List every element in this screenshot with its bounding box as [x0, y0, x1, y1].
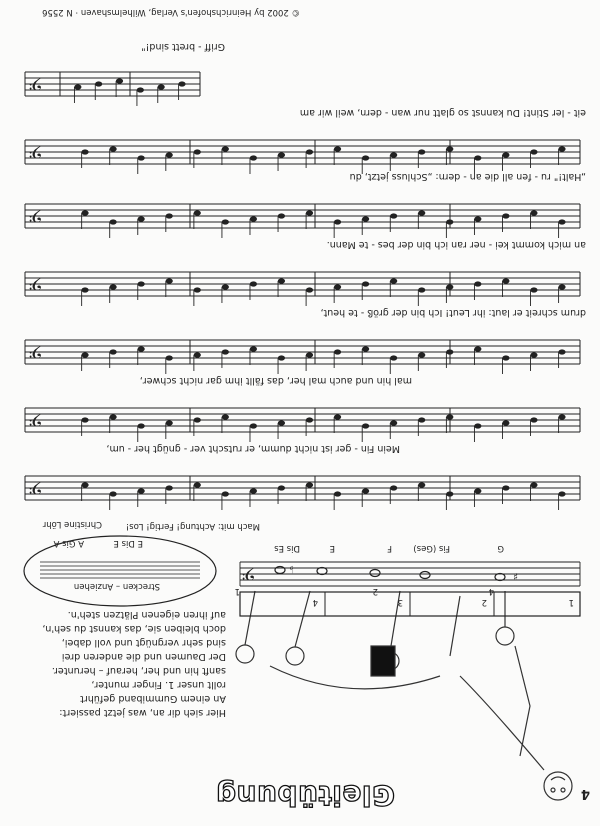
- note: [502, 152, 509, 157]
- note: [110, 284, 117, 289]
- note: [138, 423, 145, 428]
- note: [334, 349, 341, 354]
- staff: [25, 200, 580, 238]
- note: [166, 152, 173, 157]
- note: [250, 346, 257, 351]
- lyric-line: eit - ler Stint! Du kannst so glatt nur wan - dern, weil wir am: [299, 107, 586, 118]
- poem-line: rollt unser 1. Finger munter,: [91, 679, 226, 690]
- note: [306, 149, 313, 154]
- note: [530, 149, 537, 154]
- note: [81, 210, 88, 215]
- note: [110, 349, 117, 354]
- bass-clef-icon: 𝄢: [28, 336, 43, 361]
- note: [558, 491, 565, 496]
- page-number: 4: [580, 786, 590, 801]
- note: [502, 485, 509, 490]
- lyrics: [106, 41, 586, 454]
- note: [110, 219, 117, 224]
- note: [278, 420, 285, 425]
- bass-clef-icon: 𝄢: [28, 200, 43, 225]
- note: [110, 146, 117, 151]
- staff: [25, 68, 200, 106]
- lyric-line: mal hin und auch mal her, das fällt ihm gar nicht schwer,: [139, 375, 412, 386]
- bass-clef-icon: 𝄢: [28, 472, 43, 497]
- page-title: Gleitübung: [215, 779, 395, 812]
- staff: [25, 336, 580, 374]
- lyric-line: Griff - brett sind!": [141, 41, 225, 52]
- staff: [25, 472, 580, 510]
- note: [137, 87, 144, 92]
- note: [306, 482, 313, 487]
- finger-number: 1: [568, 597, 574, 607]
- note: [222, 219, 229, 224]
- staff: [25, 136, 580, 174]
- staff: [25, 268, 580, 306]
- note: [222, 414, 229, 419]
- note: [362, 346, 369, 351]
- lyric-line: „Halt!" ru - fen all die an - dern: „Schluss jetzt, du: [349, 171, 586, 182]
- note: [418, 417, 425, 422]
- note: [278, 213, 285, 218]
- note: [502, 213, 509, 218]
- finger-mark: 1: [234, 586, 240, 596]
- note: [194, 352, 201, 357]
- note: [306, 417, 313, 422]
- note: [250, 423, 257, 428]
- note: [194, 287, 201, 292]
- note: [116, 78, 123, 83]
- note: [222, 491, 229, 496]
- lead-in-text: Mach mit: Achtung! Fertig! Los!: [125, 521, 260, 531]
- lyric-line: an mich kommt kei - ner ran ich bin der bes - te Mann.: [326, 239, 586, 250]
- note: [418, 482, 425, 487]
- copyright-notice: © 2002 by Heinrichshofen's Verlag, Wilhelmshaven · N 2556: [42, 7, 300, 17]
- note-name: E: [329, 543, 335, 553]
- note: [558, 414, 565, 419]
- note: [166, 213, 173, 218]
- note: [502, 420, 509, 425]
- note: [278, 278, 285, 283]
- note: [418, 210, 425, 215]
- bass-clef-icon: 𝄢: [28, 68, 43, 93]
- note: [334, 491, 341, 496]
- note: [138, 488, 145, 493]
- stretch-label: Strecken – Anziehen: [73, 581, 160, 591]
- bass-clef-icon: 𝄢: [28, 136, 43, 161]
- note-name: Fis (Ges): [413, 543, 450, 553]
- note: [250, 216, 257, 221]
- note: [558, 349, 565, 354]
- bass-clef-icon: 𝄢: [28, 268, 43, 293]
- note: [194, 482, 201, 487]
- note: [138, 155, 145, 160]
- note: [222, 146, 229, 151]
- note: [558, 284, 565, 289]
- note-name: G: [497, 543, 504, 553]
- note: [81, 352, 88, 357]
- note: [362, 281, 369, 286]
- note: [306, 210, 313, 215]
- note: [474, 346, 481, 351]
- finger-number: 4: [312, 597, 318, 607]
- note: [278, 152, 285, 157]
- note: [446, 349, 453, 354]
- note: [362, 423, 369, 428]
- note: [390, 355, 397, 360]
- note: [278, 485, 285, 490]
- poem-line: Der Daumen und die anderen drei: [61, 651, 226, 662]
- note: [74, 84, 81, 89]
- note: [530, 352, 537, 357]
- note: [138, 216, 145, 221]
- note: [166, 485, 173, 490]
- note: [474, 423, 481, 428]
- poem-line: sanft hin und her, herauf – herunter.: [51, 665, 226, 676]
- note: [166, 355, 173, 360]
- finger-number: 2: [481, 597, 487, 607]
- flat-icon: ♭: [289, 563, 294, 574]
- lyric-line: Mein Fin - ger ist nicht dumm, er rutscht ver - gnügt her - um,: [106, 443, 400, 454]
- note: [194, 149, 201, 154]
- note: [418, 149, 425, 154]
- bass-clef-icon: 𝄢: [241, 558, 256, 583]
- poem-line: sind sehr vergnügt und voll dabei,: [61, 637, 226, 648]
- note: [278, 355, 285, 360]
- note: [110, 491, 117, 496]
- note: [390, 278, 397, 283]
- note: [418, 352, 425, 357]
- note: [250, 155, 257, 160]
- note: [138, 281, 145, 286]
- stretch-notes-left: E Dis E: [113, 538, 143, 548]
- note: [81, 287, 88, 292]
- note: [530, 417, 537, 422]
- note: [81, 482, 88, 487]
- sharp-icon: ♯: [513, 570, 518, 581]
- note-name: Dis Es: [274, 543, 300, 553]
- note: [390, 152, 397, 157]
- note: [390, 213, 397, 218]
- note: [110, 414, 117, 419]
- note: [474, 488, 481, 493]
- note: [166, 278, 173, 283]
- note-name: F: [387, 543, 392, 553]
- bass-clef-icon: 𝄢: [28, 404, 43, 429]
- note: [502, 355, 509, 360]
- note: [362, 216, 369, 221]
- poem-line: An einem Gummiband geführt: [80, 693, 226, 704]
- note: [95, 81, 102, 86]
- note: [530, 287, 537, 292]
- note: [474, 216, 481, 221]
- note: [558, 219, 565, 224]
- note: [158, 84, 165, 89]
- note: [166, 420, 173, 425]
- note: [502, 278, 509, 283]
- poem-line: Hier sieh dir an, was jetzt passiert:: [59, 707, 226, 718]
- fingering-staff: [235, 543, 580, 596]
- note: [530, 210, 537, 215]
- note: [306, 287, 313, 292]
- note: [178, 81, 185, 86]
- fingerboard-diagram: [240, 592, 580, 616]
- note: [334, 284, 341, 289]
- note: [446, 219, 453, 224]
- note: [194, 210, 201, 215]
- finger-mark: 4: [488, 586, 494, 596]
- staff: [25, 404, 580, 442]
- stretch-notes-right: A Gis A: [53, 538, 84, 548]
- note: [474, 281, 481, 286]
- note: [530, 482, 537, 487]
- note: [81, 149, 88, 154]
- note: [334, 146, 341, 151]
- stretch-box: [24, 536, 216, 606]
- note: [446, 146, 453, 151]
- note: [362, 155, 369, 160]
- cartoon-illustration: [236, 591, 572, 800]
- note: [446, 414, 453, 419]
- note: [334, 414, 341, 419]
- note: [138, 346, 145, 351]
- note: [306, 352, 313, 357]
- intro-poem: [42, 609, 226, 718]
- poem-line: doch bleiben sie, das kannst du seh'n,: [42, 623, 226, 634]
- finger-mark: 2: [372, 586, 378, 596]
- note: [446, 284, 453, 289]
- note: [558, 146, 565, 151]
- note: [222, 349, 229, 354]
- lyric-line: drum schreit er laut: ihr Leut! Ich bin der größ - te heut,: [320, 307, 586, 318]
- finger-number: 3: [397, 597, 403, 607]
- note: [222, 284, 229, 289]
- note: [194, 417, 201, 422]
- note: [362, 488, 369, 493]
- note: [390, 485, 397, 490]
- note: [390, 420, 397, 425]
- note: [334, 219, 341, 224]
- author-credit: Christine Löhr: [42, 519, 102, 529]
- note: [250, 281, 257, 286]
- note: [418, 287, 425, 292]
- note: [81, 417, 88, 422]
- note: [446, 491, 453, 496]
- poem-line: auf ihren eigenen Plätzen steh'n.: [67, 609, 226, 620]
- note: [250, 488, 257, 493]
- note: [474, 155, 481, 160]
